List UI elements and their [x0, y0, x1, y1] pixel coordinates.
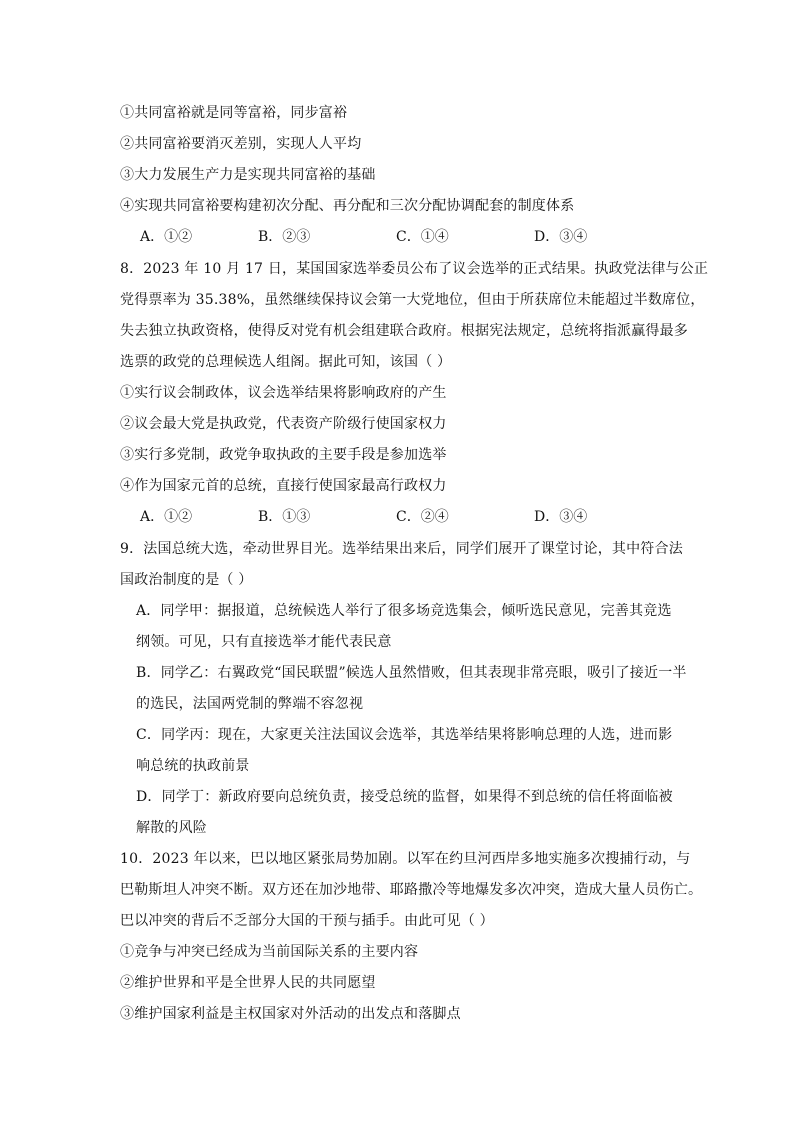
- q8-choice-d: D．③④: [534, 509, 588, 525]
- q10-option-2: ②维护世界和平是全世界人民的共同愿望: [120, 975, 376, 991]
- q8-option-2: ②议会最大党是执政党，代表资产阶级行使国家权力: [120, 416, 447, 432]
- q8-choice-b: B．①③: [258, 509, 311, 525]
- q8-choice-c: C．②④: [396, 509, 449, 525]
- q8-choices: [140, 507, 660, 527]
- q8-stem-line-4: 选票的政党的总理候选人组阁。据此可知，该国（ ）: [120, 354, 452, 370]
- q10-option-1: ①竞争与冲突已经成为当前国际关系的主要内容: [120, 944, 419, 960]
- q9-option-d-line-2: 解散的风险: [136, 820, 207, 836]
- q9-option-a-line-1: A．同学甲：据报道，总统候选人举行了很多场竞选集会，倾听选民意见，完善其竞选: [136, 603, 672, 619]
- q10-stem-line-2: 巴勒斯坦人冲突不断。双方还在加沙地带、耶路撒冷等地爆发多次冲突，造成大量人员伤亡。: [120, 882, 703, 898]
- q9-option-d-line-1: D．同学丁：新政府要向总统负责，接受总统的监督，如果得不到总统的信任将面临被: [136, 789, 673, 805]
- q10-stem-line-3: 巴以冲突的背后不乏部分大国的干预与插手。由此可见（ ）: [120, 913, 494, 929]
- q7-choice-c: C．①④: [396, 229, 449, 245]
- q9-option-c-line-1: C．同学丙：现在，大家更关注法国议会选举，其选举结果将影响总理的人选，进而影: [136, 727, 673, 743]
- q10-option-3: ③维护国家利益是主权国家对外活动的出发点和落脚点: [120, 1006, 461, 1022]
- q7-option-3: ③大力发展生产力是实现共同富裕的基础: [120, 167, 376, 183]
- q8-choice-a: A．①②: [140, 509, 193, 525]
- q9-stem-line-1: 9．法国总统大选，牵动世界目光。选举结果出来后，同学们展开了课堂讨论，其中符合法: [120, 541, 683, 557]
- q8-option-1: ①实行议会制政体，议会选举结果将影响政府的产生: [120, 385, 447, 401]
- q9-option-b-line-1: B．同学乙：右翼政党“国民联盟”候选人虽然惜败，但其表现非常亮眼，吸引了接近一半: [136, 665, 687, 681]
- q9-stem-line-2: 国政治制度的是（ ）: [120, 572, 253, 588]
- q8-option-3: ③实行多党制，政党争取执政的主要手段是参加选举: [120, 447, 447, 463]
- q8-option-4: ④作为国家元首的总统，直接行使国家最高行政权力: [120, 478, 447, 494]
- q7-choice-d: D．③④: [534, 229, 588, 245]
- q8-stem-line-1: 8．2023 年 10 月 17 日，某国国家选举委员公布了议会选举的正式结果。执政党法律与公正: [120, 261, 709, 277]
- q8-stem-line-2: 党得票率为 35.38%，虽然继续保持议会第一大党地位，但由于所获席位未能超过半数席位，: [120, 292, 705, 308]
- q9-option-a-line-2: 纲领。可见，只有直接选举才能代表民意: [136, 634, 392, 650]
- q10-stem-line-1: 10．2023 年以来，巴以地区紧张局势加剧。以军在约旦河西岸多地实施多次搜捕行动，与: [120, 851, 691, 867]
- q8-stem-line-3: 失去独立执政资格，使得反对党有机会组建联合政府。根据宪法规定，总统将指派赢得最多: [120, 323, 688, 339]
- q7-option-1: ①共同富裕就是同等富裕，同步富裕: [120, 105, 348, 121]
- q9-option-b-line-2: 的选民，法国两党制的弊端不容忽视: [136, 696, 364, 712]
- q7-choice-b: B．②③: [258, 229, 311, 245]
- q9-option-c-line-2: 响总统的执政前景: [136, 758, 250, 774]
- q7-choices: [140, 227, 660, 247]
- q7-choice-a: A．①②: [140, 229, 193, 245]
- q7-option-2: ②共同富裕要消灭差别，实现人人平均: [120, 136, 362, 152]
- q7-option-4: ④实现共同富裕要构建初次分配、再分配和三次分配协调配套的制度体系: [120, 198, 575, 214]
